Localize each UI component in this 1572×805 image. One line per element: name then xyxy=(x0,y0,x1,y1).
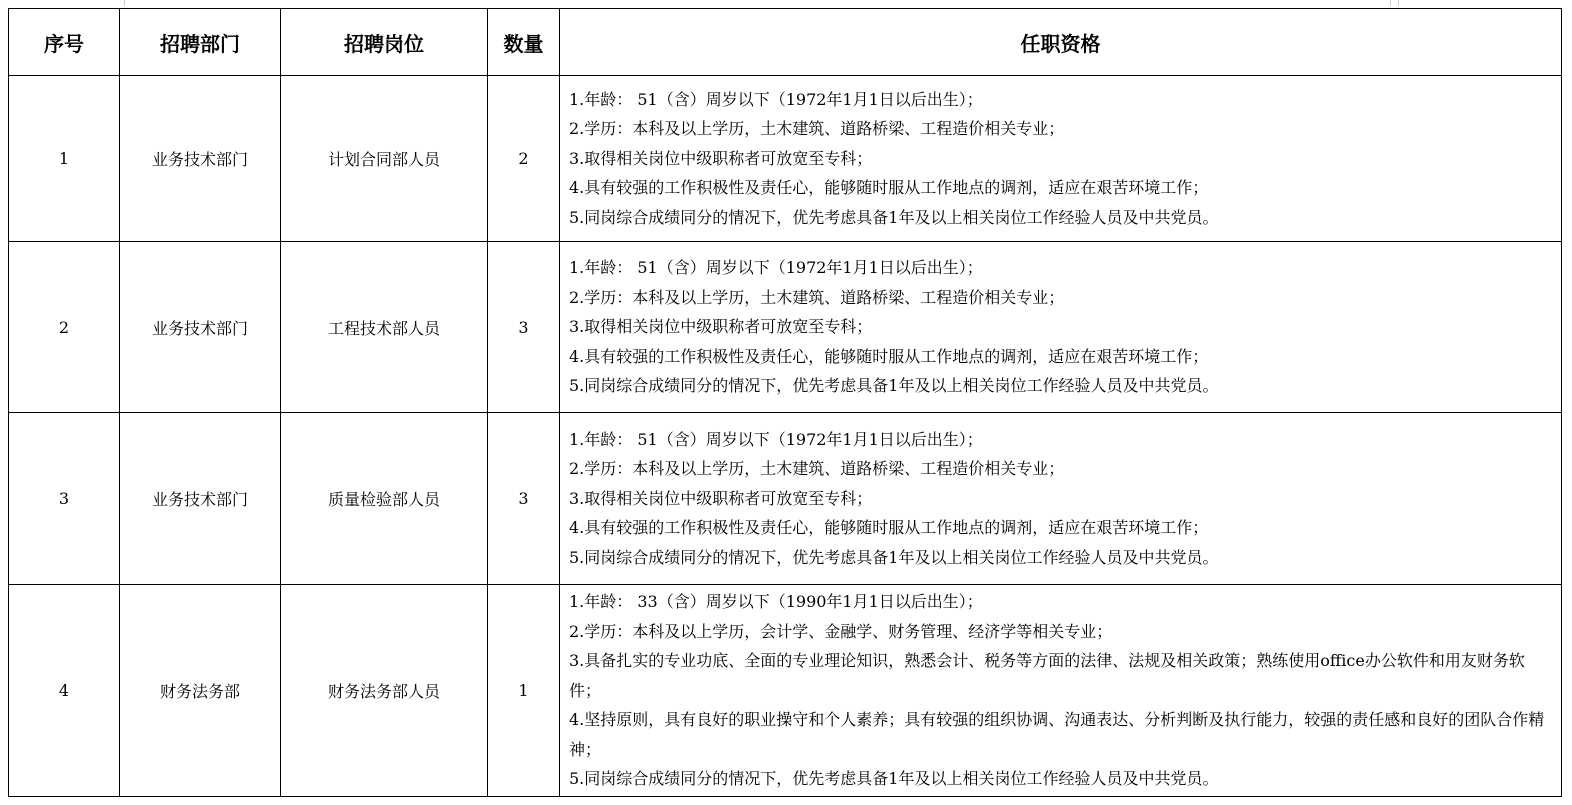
row-position: 计划合同部人员 xyxy=(281,76,488,242)
header-index: 序号 xyxy=(9,9,120,76)
row-position: 工程技术部人员 xyxy=(281,242,488,413)
requirement-line: 3.取得相关岗位中级职称者可放宽至专科； xyxy=(569,488,873,508)
requirement-line: 4.具有较强的工作积极性及责任心，能够随时服从工作地点的调剂，适应在艰苦环境工作； xyxy=(569,518,1209,538)
row-department: 业务技术部门 xyxy=(120,413,281,585)
requirement-line: 1.年龄： 33（含）周岁以下（1990年1月1日以后出生）； xyxy=(569,591,983,611)
header-department: 招聘部门 xyxy=(120,9,281,76)
column-guide-tick xyxy=(124,0,125,6)
requirement-line: 1.年龄： 51（含）周岁以下（1972年1月1日以后出生）； xyxy=(569,429,983,449)
table-row xyxy=(9,585,1562,797)
requirement-line: 1.年龄： 51（含）周岁以下（1972年1月1日以后出生）； xyxy=(569,89,983,109)
requirement-line: 2.学历：本科及以上学历，土木建筑、道路桥梁、工程造价相关专业； xyxy=(569,119,1065,139)
row-department: 业务技术部门 xyxy=(120,242,281,413)
requirement-line: 1.年龄： 51（含）周岁以下（1972年1月1日以后出生）； xyxy=(569,258,983,278)
row-requirements xyxy=(560,585,1562,797)
requirement-line: 5.同岗综合成绩同分的情况下，优先考虑具备1年及以上相关岗位工作经验人员及中共党员。 xyxy=(569,207,1219,227)
table-row xyxy=(9,242,1562,413)
requirement-line: 4.坚持原则，具有良好的职业操守和个人素养；具有较强的组织协调、沟通表达、分析判断及执行能力，较强的责任感和良好的团队合作精神； xyxy=(569,710,1545,759)
requirement-line: 3.取得相关岗位中级职称者可放宽至专科； xyxy=(569,317,873,337)
requirement-line: 4.具有较强的工作积极性及责任心，能够随时服从工作地点的调剂，适应在艰苦环境工作； xyxy=(569,346,1209,366)
column-guide-tick xyxy=(1398,0,1399,6)
requirement-line: 4.具有较强的工作积极性及责任心，能够随时服从工作地点的调剂，适应在艰苦环境工作； xyxy=(569,178,1209,198)
page-top-edge xyxy=(0,0,1572,8)
requirement-line: 3.取得相关岗位中级职称者可放宽至专科； xyxy=(569,148,873,168)
row-index: 2 xyxy=(9,242,120,413)
requirement-line: 3.具备扎实的专业功底、全面的专业理论知识，熟悉会计、税务等方面的法律、法规及相关政策；熟练使用office办公软件和用友财务软件； xyxy=(569,651,1525,700)
row-requirements xyxy=(560,76,1562,242)
header-position: 招聘岗位 xyxy=(281,9,488,76)
row-department: 财务法务部 xyxy=(120,585,281,797)
row-requirements xyxy=(560,413,1562,585)
requirement-line: 5.同岗综合成绩同分的情况下，优先考虑具备1年及以上相关岗位工作经验人员及中共党员。 xyxy=(569,376,1219,396)
requirement-line: 2.学历：本科及以上学历，土木建筑、道路桥梁、工程造价相关专业； xyxy=(569,287,1065,307)
requirement-line: 2.学历：本科及以上学历，土木建筑、道路桥梁、工程造价相关专业； xyxy=(569,459,1065,479)
row-count: 3 xyxy=(488,413,560,585)
recruitment-table xyxy=(8,8,1562,797)
row-index: 1 xyxy=(9,76,120,242)
table-header-row xyxy=(9,9,1562,76)
row-count: 2 xyxy=(488,76,560,242)
header-qualifications: 任职资格 xyxy=(560,9,1562,76)
header-count: 数量 xyxy=(488,9,560,76)
row-index: 4 xyxy=(9,585,120,797)
row-position: 财务法务部人员 xyxy=(281,585,488,797)
requirement-line: 2.学历：本科及以上学历，会计学、金融学、财务管理、经济学等相关专业； xyxy=(569,621,1113,641)
column-guide-tick xyxy=(1390,0,1391,6)
table-row xyxy=(9,413,1562,585)
row-requirements xyxy=(560,242,1562,413)
row-position: 质量检验部人员 xyxy=(281,413,488,585)
requirement-line: 5.同岗综合成绩同分的情况下，优先考虑具备1年及以上相关岗位工作经验人员及中共党员。 xyxy=(569,547,1219,567)
row-index: 3 xyxy=(9,413,120,585)
table-row xyxy=(9,76,1562,242)
row-department: 业务技术部门 xyxy=(120,76,281,242)
requirement-line: 5.同岗综合成绩同分的情况下，优先考虑具备1年及以上相关岗位工作经验人员及中共党员。 xyxy=(569,769,1219,789)
row-count: 1 xyxy=(488,585,560,797)
row-count: 3 xyxy=(488,242,560,413)
